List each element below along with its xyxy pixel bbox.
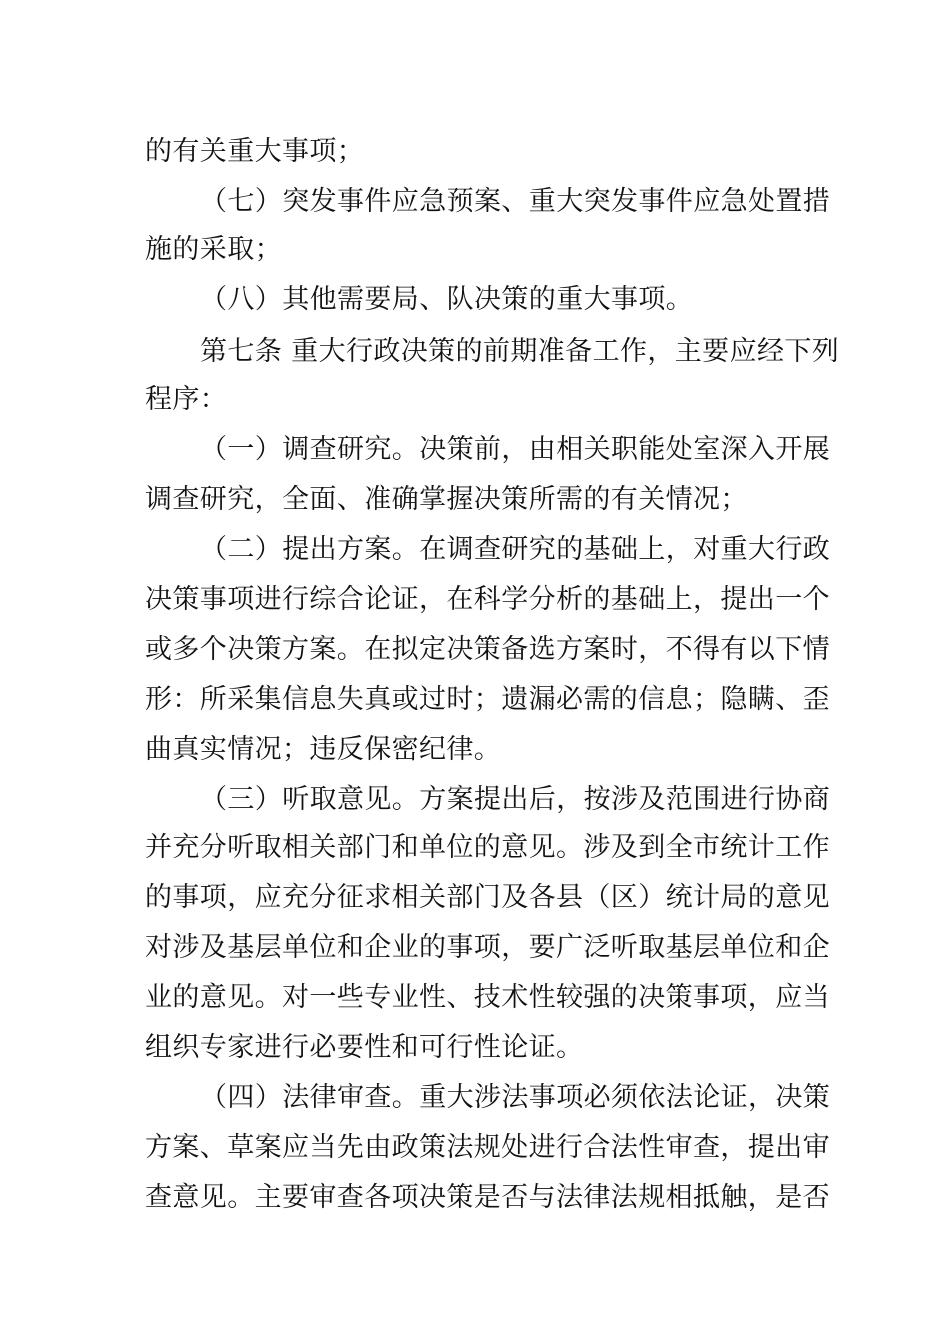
text-line-4: （八）其他需要局、队决策的重大事项。 xyxy=(200,284,694,315)
text-line-1: 的有关重大事项； xyxy=(145,136,365,167)
text-line-6: 程序： xyxy=(145,384,228,415)
text-line-17: 对涉及基层单位和企业的事项，要广泛听取基层单位和企 xyxy=(145,932,830,963)
text-line-15: 并充分听取相关部门和单位的意见。涉及到全市统计工作 xyxy=(145,832,830,863)
text-line-2: （七）突发事件应急预案、重大突发事件应急处置措 xyxy=(200,186,831,217)
text-line-19: 组织专家进行必要性和可行性论证。 xyxy=(145,1032,584,1063)
text-line-14: （三）听取意见。方案提出后，按涉及范围进行协商 xyxy=(200,784,831,815)
text-line-21: 方案、草案应当先由政策法规处进行合法性审查，提出审 xyxy=(145,1132,830,1163)
text-line-5: 第七条 重大行政决策的前期准备工作，主要应经下列 xyxy=(200,336,840,367)
text-line-16: 的事项，应充分征求相关部门及各县（区）统计局的意见 xyxy=(145,882,830,913)
text-line-20: （四）法律审查。重大涉法事项必须依法论证，决策 xyxy=(200,1082,831,1113)
text-line-18: 业的意见。对一些专业性、技术性较强的决策事项，应当 xyxy=(145,982,830,1013)
text-line-7: （一）调查研究。决策前，由相关职能处室深入开展 xyxy=(200,434,831,465)
text-line-11: 或多个决策方案。在拟定决策备选方案时，不得有以下情 xyxy=(145,634,830,665)
text-line-10: 决策事项进行综合论证，在科学分析的基础上，提出一个 xyxy=(145,584,830,615)
text-line-22: 查意见。主要审查各项决策是否与法律法规相抵触，是否 xyxy=(145,1182,830,1213)
text-line-13: 曲真实情况；违反保密纪律。 xyxy=(145,734,502,765)
text-line-12: 形：所采集信息失真或过时；遗漏必需的信息；隐瞒、歪 xyxy=(145,684,830,715)
text-line-9: （二）提出方案。在调查研究的基础上，对重大行政 xyxy=(200,534,831,565)
text-line-3: 施的采取； xyxy=(145,234,282,265)
text-line-8: 调查研究，全面、准确掌握决策所需的有关情况； xyxy=(145,484,748,515)
